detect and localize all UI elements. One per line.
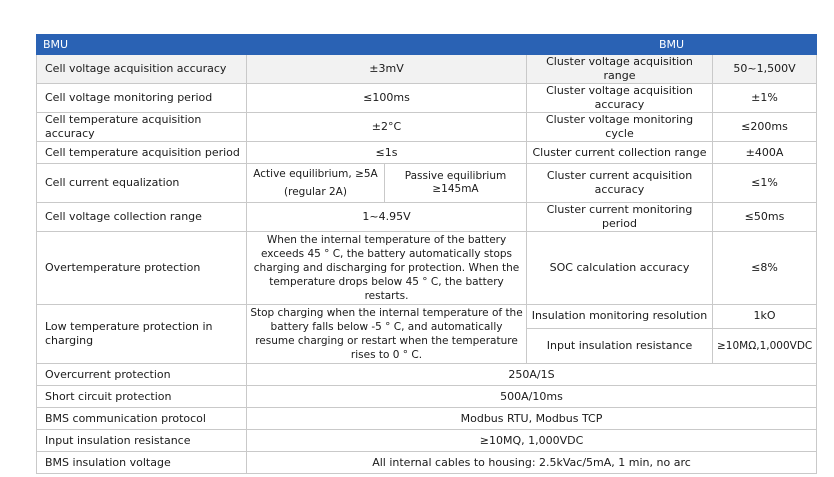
bmu-spec-table — [36, 34, 817, 474]
active-equilibrium-text: Active equilibrium, ≥5A — [253, 167, 378, 180]
row-label: Cell voltage collection range — [37, 203, 247, 232]
row-value: All internal cables to housing: 2.5kVac/5mA, 1 min, no arc — [247, 452, 817, 474]
row-label: BMS communication protocol — [37, 408, 247, 430]
row-right-value: ±1% — [713, 84, 817, 113]
row-value: ≥10MQ, 1,000VDC — [247, 430, 817, 452]
row-value: 500A/10ms — [247, 386, 817, 408]
row-right-value: ≥10MΩ,1,000VDC — [713, 328, 817, 363]
row-label: Low temperature protection in charging — [37, 305, 247, 364]
row-right-value: 50~1,500V — [713, 55, 817, 84]
header-right: BMU — [527, 35, 817, 55]
row-right-value: 1kO — [713, 305, 817, 329]
active-equilibrium-cell — [247, 164, 385, 203]
table-row — [37, 232, 817, 305]
table-row — [37, 55, 817, 84]
row-right-value: ≤1% — [713, 164, 817, 203]
row-value: ±3mV — [247, 55, 527, 84]
row-right-label: Cluster current acquisition accuracy — [527, 164, 713, 203]
row-right-label: Cluster voltage monitoring cycle — [527, 113, 713, 142]
row-label: Cell current equalization — [37, 164, 247, 203]
table-row — [37, 364, 817, 386]
table-row — [37, 408, 817, 430]
row-label: Cell voltage acquisition accuracy — [37, 55, 247, 84]
row-right-label: Cluster voltage acquisition accuracy — [527, 84, 713, 113]
table-row — [37, 305, 817, 329]
table-row — [37, 203, 817, 232]
row-value: Modbus RTU, Modbus TCP — [247, 408, 817, 430]
row-label: Cell temperature acquisition accuracy — [37, 113, 247, 142]
header-left: BMU — [37, 35, 527, 55]
row-label: BMS insulation voltage — [37, 452, 247, 474]
row-right-label: Cluster current monitoring period — [527, 203, 713, 232]
table-row — [37, 113, 817, 142]
row-right-value: ≤50ms — [713, 203, 817, 232]
row-right-value: ≤8% — [713, 232, 817, 305]
row-right-label: Cluster voltage acquisition range — [527, 55, 713, 84]
row-value: Stop charging when the internal temperature of the battery falls below -5 ° C, and automatically resume charging or restart when the temperature rises to 0 ° C. — [247, 305, 527, 364]
table-row — [37, 164, 817, 203]
row-value: ±2°C — [247, 113, 527, 142]
row-label: Cell temperature acquisition period — [37, 142, 247, 164]
active-equilibrium-note: (regular 2A) — [284, 185, 347, 198]
row-value: ≤100ms — [247, 84, 527, 113]
passive-equilibrium-cell: Passive equilibrium ≥145mA — [385, 164, 527, 203]
row-right-value: ≤200ms — [713, 113, 817, 142]
row-right-value: ±400A — [713, 142, 817, 164]
row-value: When the internal temperature of the battery exceeds 45 ° C, the battery automatically stops charging and discharging for protection. When the temperature drops below 45 ° C, the battery restarts. — [247, 232, 527, 305]
table-row — [37, 386, 817, 408]
table-row — [37, 142, 817, 164]
row-label: Input insulation resistance — [37, 430, 247, 452]
row-right-label: Input insulation resistance — [527, 328, 713, 363]
row-right-label: Cluster current collection range — [527, 142, 713, 164]
row-label: Overcurrent protection — [37, 364, 247, 386]
row-label: Short circuit protection — [37, 386, 247, 408]
table-row — [37, 430, 817, 452]
table-header-row — [37, 35, 817, 55]
table-row — [37, 84, 817, 113]
row-right-label: Insulation monitoring resolution — [527, 305, 713, 329]
table-row — [37, 452, 817, 474]
row-value: 1~4.95V — [247, 203, 527, 232]
row-right-label: SOC calculation accuracy — [527, 232, 713, 305]
row-value: ≤1s — [247, 142, 527, 164]
row-value: 250A/1S — [247, 364, 817, 386]
row-label: Cell voltage monitoring period — [37, 84, 247, 113]
row-label: Overtemperature protection — [37, 232, 247, 305]
